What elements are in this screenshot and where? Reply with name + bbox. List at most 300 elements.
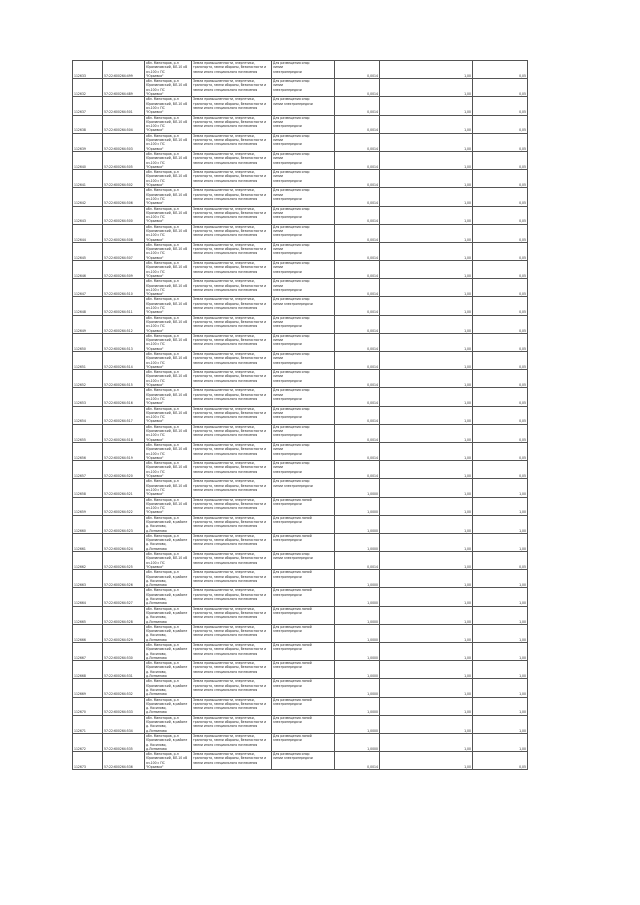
coefficient: 1,00 (380, 315, 473, 333)
plot-area: 0,0014 (335, 133, 380, 151)
plot-area: 0,0014 (335, 170, 380, 188)
plot-address (145, 424, 192, 442)
permitted-use-line: электропередачи (273, 360, 302, 365)
plot-address-line: д. Косилово, (146, 742, 167, 747)
plot-address-line: Юромановский, ВЛ-10 кВ (146, 138, 188, 143)
land-category-line: Земли промышленности, энергетики, (193, 315, 255, 320)
table-row (73, 515, 528, 533)
value: 0,05 (473, 552, 528, 570)
coefficient: 1,00 (380, 715, 473, 733)
plot-address-line: "Юрьевка" (146, 401, 164, 406)
permitted-use (272, 333, 335, 351)
land-category (192, 388, 272, 406)
value: 1,00 (473, 661, 528, 679)
coefficient: 1,00 (380, 388, 473, 406)
plot-address (145, 515, 192, 533)
table-row (73, 552, 528, 570)
permitted-use (272, 606, 335, 624)
land-category-line: транспорта, земли обороны, безопасности и (193, 65, 267, 70)
plot-address-line: Юромановский, ВЛ-10 кВ (146, 119, 188, 124)
value: 0,05 (473, 315, 528, 333)
value: 0,05 (473, 224, 528, 242)
value: 1,00 (473, 624, 528, 642)
value: 0,05 (473, 188, 528, 206)
plot-address-line: обл. Маниторов, р-н (146, 533, 179, 538)
permitted-use-line: линии (273, 138, 284, 143)
plot-address-line: обл. Маниторов, р-н (146, 79, 179, 84)
cadastral-number: 57:22:600264:515 (103, 370, 145, 388)
permitted-use-line: линии (273, 465, 284, 470)
permitted-use (272, 515, 335, 533)
permitted-use-line: Для размещения опор (273, 261, 310, 266)
plot-address (145, 733, 192, 751)
plot-area: 0,0014 (335, 442, 380, 460)
land-category-line: транспорта, земли обороны, безопасности и (193, 265, 267, 270)
plot-address-line: обл. Маниторов, р-н (146, 224, 179, 229)
land-category-line: транспорта, земли обороны, безопасности и (193, 465, 267, 470)
plot-address-line: обл. Маниторов, р-н (146, 461, 179, 466)
land-category (192, 151, 272, 169)
plot-address-line: Юромановский, в районе (146, 701, 188, 706)
plot-address-line: обл. Маниторов, р-н (146, 115, 179, 120)
row-id: 112656 (73, 442, 103, 460)
plot-address-line: обл. Маниторов, р-н (146, 188, 179, 193)
cadastral-number: 57:22:600264:505 (103, 151, 145, 169)
land-category-line: земли иного специального назначения (193, 69, 258, 74)
value: 0,05 (473, 297, 528, 315)
coefficient: 1,00 (380, 188, 473, 206)
plot-area: 0,0014 (335, 315, 380, 333)
permitted-use (272, 570, 335, 588)
value: 0,05 (473, 261, 528, 279)
land-category (192, 333, 272, 351)
plot-address (145, 115, 192, 133)
permitted-use-line: линии (273, 447, 284, 452)
plot-address-line: "Юрьевка" (146, 510, 164, 515)
permitted-use-line: линии (273, 192, 284, 197)
value: 0,05 (473, 206, 528, 224)
table-row (73, 333, 528, 351)
row-id: 112667 (73, 643, 103, 661)
plot-area: 1,0000 (335, 570, 380, 588)
permitted-use-line: электропередачи (273, 269, 302, 274)
land-category-line: транспорта, земли обороны, безопасности и (193, 192, 267, 197)
land-category (192, 497, 272, 515)
plot-area: 0,0014 (335, 79, 380, 97)
cadastral-number: 57:22:600264:521 (103, 479, 145, 497)
permitted-use-line: электропередачи (273, 342, 302, 347)
permitted-use (272, 406, 335, 424)
coefficient: 1,00 (380, 333, 473, 351)
permitted-use-line: электропередачи (273, 324, 302, 329)
cadastral-number: 57:22:600264:526 (103, 570, 145, 588)
plot-area: 0,0014 (335, 333, 380, 351)
plot-address-line: обл. Маниторов, р-н (146, 352, 179, 356)
plot-address-line: "Юрьевка" (146, 183, 164, 188)
table-row (73, 97, 528, 115)
permitted-use (272, 279, 335, 297)
plot-area: 1,0000 (335, 661, 380, 679)
land-category (192, 370, 272, 388)
plot-area: 1,0000 (335, 588, 380, 606)
coefficient: 1,00 (380, 533, 473, 551)
plot-address-line: д. Косилово, (146, 578, 167, 583)
land-category (192, 606, 272, 624)
row-id: 112652 (73, 370, 103, 388)
land-category-line: Земли промышленности, энергетики, (193, 79, 255, 84)
land-category-line: Земли промышленности, энергетики, (193, 552, 255, 557)
cadastral-number: 57:22:600264:522 (103, 497, 145, 515)
land-category (192, 206, 272, 224)
permitted-use-line: электропередачи (273, 142, 302, 147)
land-category-line: транспорта, земли обороны, безопасности и (193, 738, 267, 743)
cadastral-number: 57:22:600264:524 (103, 533, 145, 551)
land-category (192, 679, 272, 697)
land-category-line: земли иного специального назначения (193, 724, 258, 729)
plot-address-line: яч.100 с ПС (146, 506, 165, 511)
plot-address-line: обл. Маниторов, р-н (146, 679, 179, 684)
land-category (192, 643, 272, 661)
permitted-use-line: Для размещения опор (273, 388, 310, 393)
plot-address-line: Юромановский, ВЛ-10 кВ (146, 156, 188, 161)
permitted-use-line: электропередачи (273, 160, 302, 165)
permitted-use (272, 697, 335, 715)
plot-address-line: обл. Маниторов, р-н (146, 315, 179, 320)
plot-address-line: обл. Маниторов, р-н (146, 242, 179, 247)
permitted-use (272, 588, 335, 606)
plot-address-line: яч.100 с ПС (146, 342, 165, 347)
plot-address-line: яч.100 с ПС (146, 124, 165, 129)
land-category-line: земли иного специального назначения (193, 597, 258, 602)
permitted-use (272, 352, 335, 370)
table-row (73, 679, 528, 697)
permitted-use-line: Для размещения опор (273, 97, 310, 102)
cadastral-number: 57:22:600264:516 (103, 388, 145, 406)
plot-address-line: д.Литвиново (146, 692, 167, 697)
permitted-use-line: электропередачи (273, 501, 302, 506)
permitted-use-line: электропередачи (273, 124, 302, 129)
coefficient: 1,00 (380, 151, 473, 169)
land-category-line: земли иного специального назначения (193, 251, 258, 256)
permitted-use-line: электропередачи (273, 519, 302, 524)
table-row (73, 661, 528, 679)
land-plots-table (72, 60, 528, 770)
plot-address (145, 479, 192, 497)
cadastral-number: 57:22:600264:512 (103, 315, 145, 333)
plot-address (145, 643, 192, 661)
land-category-line: земли иного специального назначения (193, 396, 258, 401)
plot-address (145, 388, 192, 406)
plot-address-line: обл. Маниторов, р-н (146, 515, 179, 520)
land-category-line: Земли промышленности, энергетики, (193, 370, 255, 375)
permitted-use-line: Для размещения опор (273, 552, 310, 557)
cadastral-number: 57:22:600264:502 (103, 170, 145, 188)
land-category-line: транспорта, земли обороны, безопасности и (193, 338, 267, 343)
coefficient: 1,00 (380, 661, 473, 679)
cadastral-number: 57:22:600264:514 (103, 352, 145, 370)
plot-address-line: Юромановский, в районе (146, 665, 188, 670)
table-row (73, 479, 528, 497)
coefficient: 1,00 (380, 733, 473, 751)
row-id: 112650 (73, 333, 103, 351)
land-category-line: земли иного специального назначения (193, 287, 258, 292)
cadastral-number: 57:22:600264:508 (103, 224, 145, 242)
plot-address-line: "Юрьевка" (146, 146, 164, 151)
plot-address-line: яч.100 с ПС (146, 469, 165, 474)
plot-address-line: Юромановский, в районе (146, 738, 188, 743)
plot-address-line: "Юрьевка" (146, 437, 164, 442)
plot-address (145, 151, 192, 169)
plot-address-line: обл. Маниторов, р-н (146, 170, 179, 175)
table-row (73, 533, 528, 551)
permitted-use-line: линии электропередачи (273, 301, 313, 306)
permitted-use-line: электропередачи (273, 538, 302, 543)
permitted-use (272, 115, 335, 133)
plot-address-line: д. Косилово, (146, 724, 167, 729)
coefficient: 1,00 (380, 61, 473, 79)
plot-address-line: Юромановский, ВЛ-10 кВ (146, 101, 188, 106)
land-category-line: транспорта, земли обороны, безопасности и (193, 247, 267, 252)
plot-address (145, 442, 192, 460)
permitted-use-line: линии (273, 283, 284, 288)
land-category-line: Земли промышленности, энергетики, (193, 206, 255, 211)
plot-address-line: обл. Маниторов, р-н (146, 497, 179, 502)
table-row (73, 624, 528, 642)
plot-address-line: яч.100 с ПС (146, 760, 165, 765)
value: 0,05 (473, 461, 528, 479)
plot-address-line: "Юрьевка" (146, 364, 164, 369)
land-category-line: земли иного специального назначения (193, 524, 258, 529)
coefficient: 1,00 (380, 515, 473, 533)
plot-address-line: яч.100 с ПС (146, 69, 165, 74)
cadastral-number: 57:22:600264:517 (103, 406, 145, 424)
land-category-line: транспорта, земли обороны, безопасности и (193, 756, 267, 761)
cadastral-number: 57:22:600264:510 (103, 279, 145, 297)
permitted-use-line: линии (273, 410, 284, 415)
plot-address (145, 697, 192, 715)
land-category-line: земли иного специального назначения (193, 105, 258, 110)
land-category-line: Земли промышленности, энергетики, (193, 442, 255, 447)
permitted-use (272, 661, 335, 679)
plot-address-line: "Юрьевка" (146, 492, 164, 497)
value: 1,00 (473, 643, 528, 661)
land-category-line: Земли промышленности, энергетики, (193, 570, 255, 575)
land-category (192, 115, 272, 133)
plot-address (145, 570, 192, 588)
permitted-use (272, 261, 335, 279)
permitted-use (272, 188, 335, 206)
land-category-line: Земли промышленности, энергетики, (193, 333, 255, 338)
table-row (73, 352, 528, 370)
permitted-use-line: Для размещения опор (273, 406, 310, 411)
land-category-line: земли иного специального назначения (193, 651, 258, 656)
permitted-use-line: Для размещения линий (273, 643, 312, 647)
permitted-use-line: Для размещения опор (273, 170, 310, 175)
plot-address-line: яч.100 с ПС (146, 487, 165, 492)
plot-address-line: яч.100 с ПС (146, 87, 165, 92)
plot-address (145, 606, 192, 624)
land-category (192, 406, 272, 424)
table-row (73, 133, 528, 151)
plot-area: 0,0014 (335, 752, 380, 770)
land-category-line: транспорта, земли обороны, безопасности и (193, 174, 267, 179)
coefficient: 1,00 (380, 424, 473, 442)
land-category-line: Земли промышленности, энергетики, (193, 279, 255, 284)
plot-address-line: Юромановский, ВЛ-10 кВ (146, 210, 188, 215)
land-category-line: земли иного специального назначения (193, 469, 258, 474)
permitted-use-line: электропередачи (273, 665, 302, 670)
land-category (192, 479, 272, 497)
value: 0,05 (473, 279, 528, 297)
land-category-line: Земли промышленности, энергетики, (193, 752, 255, 757)
plot-area: 0,0014 (335, 297, 380, 315)
plot-area: 0,0014 (335, 224, 380, 242)
land-category-line: Земли промышленности, энергетики, (193, 261, 255, 266)
plot-address-line: обл. Маниторов, р-н (146, 297, 179, 302)
plot-address-line: обл. Маниторов, р-н (146, 261, 179, 266)
table-row (73, 206, 528, 224)
value: 1,00 (473, 515, 528, 533)
land-category-line: транспорта, земли обороны, безопасности и (193, 319, 267, 324)
land-category (192, 588, 272, 606)
permitted-use-line: электропередачи (273, 433, 302, 438)
row-id: 112663 (73, 570, 103, 588)
plot-address (145, 533, 192, 551)
land-category (192, 515, 272, 533)
cadastral-number: 57:22:600264:501 (103, 97, 145, 115)
plot-address-line: обл. Маниторов, р-н (146, 661, 179, 666)
row-id: 112648 (73, 297, 103, 315)
land-category-line: Земли промышленности, энергетики, (193, 533, 255, 538)
plot-address-line: Юромановский, ВЛ-10 кВ (146, 756, 188, 761)
coefficient: 1,00 (380, 261, 473, 279)
table-row (73, 115, 528, 133)
land-category (192, 170, 272, 188)
row-id: 112651 (73, 352, 103, 370)
plot-area: 0,0014 (335, 552, 380, 570)
land-category-line: транспорта, земли обороны, безопасности и (193, 447, 267, 452)
permitted-use-line: электропередачи (273, 469, 302, 474)
land-category-line: Земли промышленности, энергетики, (193, 297, 255, 302)
permitted-use-line: линии электропередачи (273, 756, 313, 761)
permitted-use-line: линии (273, 247, 284, 252)
land-category-line: транспорта, земли обороны, безопасности и (193, 119, 267, 124)
plot-area: 1,0000 (335, 479, 380, 497)
row-id: 112654 (73, 406, 103, 424)
permitted-use (272, 370, 335, 388)
land-category (192, 79, 272, 97)
plot-area: 0,0014 (335, 188, 380, 206)
plot-address (145, 461, 192, 479)
row-id: 112657 (73, 461, 103, 479)
permitted-use-line: Для размещения опор (273, 352, 310, 356)
permitted-use-line: Для размещения опор (273, 206, 310, 211)
land-category (192, 733, 272, 751)
value: 1,00 (473, 697, 528, 715)
land-category-line: земли иного специального назначения (193, 633, 258, 638)
plot-address-line: обл. Маниторов, р-н (146, 479, 179, 484)
plot-address (145, 133, 192, 151)
land-category (192, 697, 272, 715)
permitted-use-line: линии (273, 374, 284, 379)
plot-address-line: обл. Маниторов, р-н (146, 333, 179, 338)
coefficient: 1,00 (380, 679, 473, 697)
row-id: 112647 (73, 279, 103, 297)
land-category (192, 97, 272, 115)
plot-address-line: яч.100 с ПС (146, 287, 165, 292)
plot-address-line: яч.100 с ПС (146, 196, 165, 201)
value: 1,00 (473, 715, 528, 733)
plot-address-line: Юромановский, ВЛ-10 кВ (146, 429, 188, 434)
plot-address-line: яч.100 с ПС (146, 396, 165, 401)
permitted-use-line: Для размещения линий (273, 606, 312, 611)
plot-area: 1,0000 (335, 606, 380, 624)
land-category-line: транспорта, земли обороны, безопасности и (193, 665, 267, 670)
coefficient: 1,00 (380, 352, 473, 370)
permitted-use-line: Для размещения линий (273, 697, 312, 702)
plot-area: 0,0014 (335, 206, 380, 224)
plot-address-line: д.Литвиново (146, 674, 167, 679)
plot-address-line: обл. Маниторов, р-н (146, 588, 179, 593)
permitted-use (272, 224, 335, 242)
plot-area: 0,0014 (335, 97, 380, 115)
permitted-use-line: линии (273, 265, 284, 270)
plot-address-line: д.Литвиново (146, 655, 167, 660)
land-category-line: транспорта, земли обороны, безопасности и (193, 301, 267, 306)
land-category-line: земли иного специального назначения (193, 269, 258, 274)
plot-address-line: Юромановский, ВЛ-10 кВ (146, 228, 188, 233)
table-row (73, 606, 528, 624)
land-category-line: земли иного специального назначения (193, 360, 258, 365)
permitted-use (272, 733, 335, 751)
cadastral-number: 57:22:600264:523 (103, 515, 145, 533)
plot-address-line: Юромановский, ВЛ-10 кВ (146, 501, 188, 506)
permitted-use (272, 170, 335, 188)
plot-address-line: обл. Маниторов, р-н (146, 624, 179, 629)
plot-address-line: Юромановский, ВЛ-10 кВ (146, 338, 188, 343)
permitted-use-line: Для размещения линий (273, 624, 312, 629)
plot-address-line: д.Литвиново (146, 710, 167, 715)
value: 0,05 (473, 752, 528, 770)
land-category-line: транспорта, земли обороны, безопасности и (193, 83, 267, 88)
land-category-line: транспорта, земли обороны, безопасности и (193, 538, 267, 543)
table-row (73, 79, 528, 97)
plot-address-line: "Юрьевка" (146, 328, 164, 333)
plot-address (145, 224, 192, 242)
plot-address-line: "Юрьевка" (146, 273, 164, 278)
plot-address-line: Юромановский, в районе (146, 683, 188, 688)
land-category (192, 279, 272, 297)
land-category-line: Земли промышленности, энергетики, (193, 606, 255, 611)
permitted-use (272, 752, 335, 770)
row-id: 112661 (73, 533, 103, 551)
permitted-use-line: электропередачи (273, 647, 302, 652)
land-category-line: Земли промышленности, энергетики, (193, 643, 255, 647)
table-row (73, 570, 528, 588)
land-category (192, 533, 272, 551)
value: 0,05 (473, 352, 528, 370)
plot-address-line: обл. Маниторов, р-н (146, 97, 179, 102)
plot-address-line: д.Литвиново (146, 601, 167, 606)
plot-area: 0,0014 (335, 279, 380, 297)
row-id: 112649 (73, 315, 103, 333)
permitted-use-line: линии (273, 392, 284, 397)
row-id: 112633 (73, 61, 103, 79)
land-category-line: Земли промышленности, энергетики, (193, 352, 255, 356)
land-category-line: Земли промышленности, энергетики, (193, 679, 255, 684)
coefficient: 1,00 (380, 170, 473, 188)
plot-address-line: яч.100 с ПС (146, 415, 165, 420)
